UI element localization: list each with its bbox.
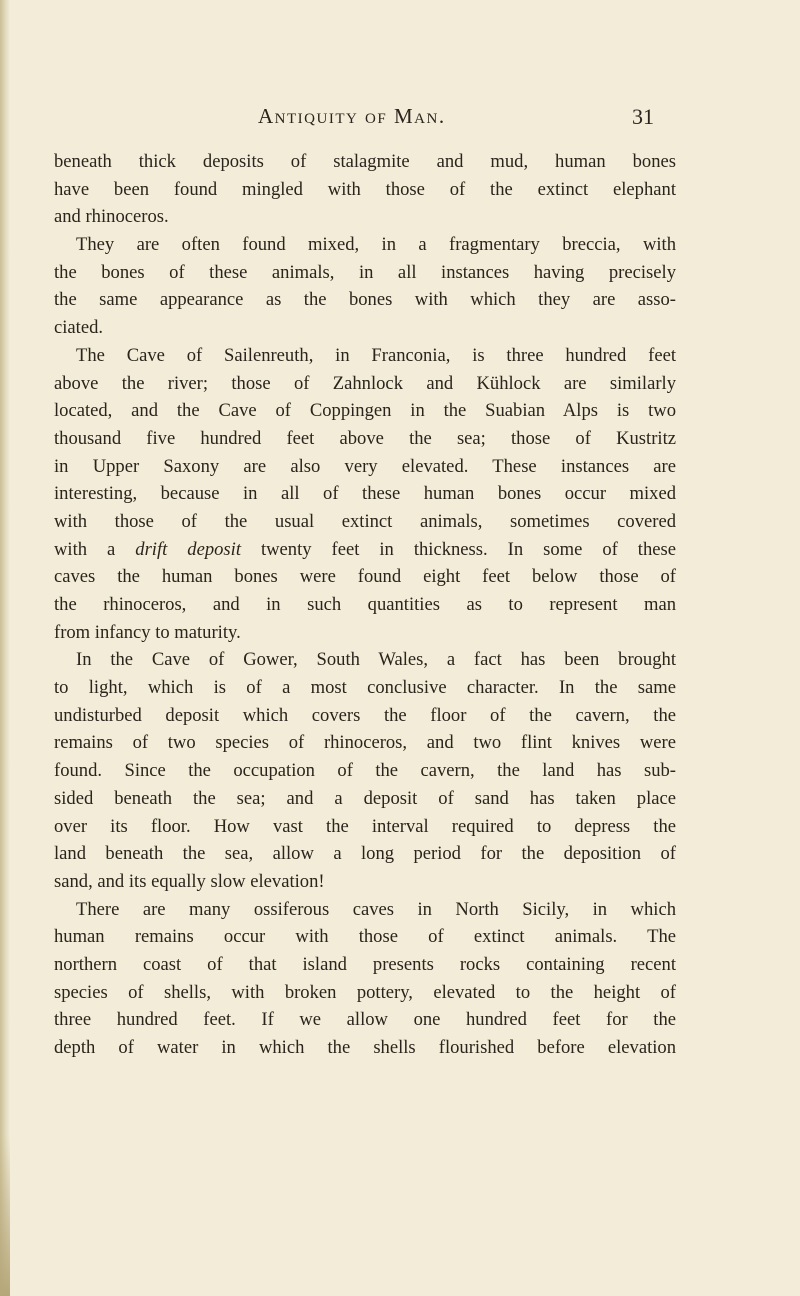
text-line: found. Since the occupation of the cavern, the land has sub-: [54, 760, 676, 782]
page-binding-edge: [0, 0, 10, 1296]
running-title: Antiquity of Man.: [258, 104, 446, 128]
italic-term: drift deposit: [135, 538, 241, 560]
italic-line-prefix: with a: [54, 538, 136, 560]
text-line: from infancy to maturity.: [54, 621, 241, 643]
text-line: over its floor. How vast the interval required to depress the: [54, 815, 676, 837]
text-line: and rhinoceros.: [54, 206, 169, 228]
text-line: human remains occur with those of extinct animals. The: [54, 926, 676, 948]
body-text: [54, 148, 676, 1062]
text-line: undisturbed deposit which covers the floor of the cavern, the: [54, 704, 676, 726]
text-line: located, and the Cave of Coppingen in the Suabian Alps is two: [54, 400, 676, 422]
text-line: sided beneath the sea; and a deposit of sand has taken place: [54, 787, 676, 809]
text-line: to light, which is of a most conclusive character. In the same: [54, 677, 676, 699]
text-line: ciated.: [54, 317, 104, 339]
text-line: the same appearance as the bones with which they are asso-: [54, 289, 676, 311]
text-line: remains of two species of rhinoceros, and two flint knives were: [54, 732, 676, 754]
text-line: beneath thick deposits of stalagmite and mud, human bones: [54, 151, 676, 172]
text-line: with those of the usual extinct animals, sometimes covered: [54, 510, 676, 532]
text-line: They are often found mixed, in a fragmentary breccia, with: [76, 234, 676, 256]
text-line: the bones of these animals, in all instances having precisely: [54, 261, 676, 283]
text-line: interesting, because in all of these human bones occur mixed: [54, 483, 676, 505]
text-line: caves the human bones were found eight feet below those of: [54, 566, 676, 588]
text-line: above the river; those of Zahnlock and Kühlock are similarly: [54, 372, 676, 394]
page-corner-shadow: [0, 1136, 10, 1296]
page-number: 31: [632, 104, 654, 129]
text-line: thousand five hundred feet above the sea; those of Kustritz: [54, 427, 676, 449]
text-line: There are many ossiferous caves in North Sicily, in which: [76, 898, 676, 920]
text-line: species of shells, with broken pottery, elevated to the height of: [54, 981, 676, 1003]
text-line: in Upper Saxony are also very elevated. These instances are: [54, 455, 676, 477]
text-line: northern coast of that island presents rocks containing recent: [54, 953, 676, 975]
text-line: have been found mingled with those of the extinct elephant: [54, 178, 676, 200]
text-line: depth of water in which the shells flourished before elevation: [54, 1037, 676, 1058]
text-line-with-italic: [54, 536, 676, 564]
text-line: The Cave of Sailenreuth, in Franconia, is three hundred feet: [76, 344, 676, 366]
text-line: three hundred feet. If we allow one hundred feet for the: [54, 1009, 676, 1031]
text-line: In the Cave of Gower, South Wales, a fact has been brought: [76, 649, 676, 671]
page-header: [0, 104, 800, 134]
text-line: land beneath the sea, allow a long period for the deposition of: [54, 843, 676, 865]
text-line: sand, and its equally slow elevation!: [54, 870, 325, 892]
text-line: the rhinoceros, and in such quantities as to represent man: [54, 594, 676, 615]
italic-line-suffix: twenty feet in thickness. In some of these: [240, 538, 676, 560]
